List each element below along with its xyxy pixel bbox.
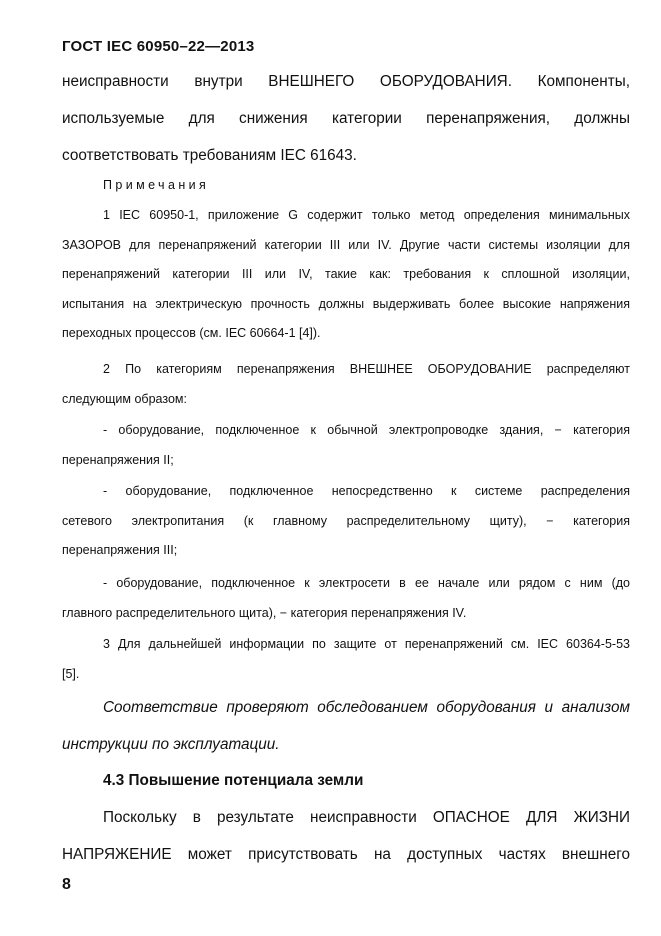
intro-paragraph: [62, 63, 630, 174]
note-1: [62, 201, 630, 349]
text-line: 1 IEC 60950-1, приложение G содержит только метод определения минимальных: [103, 208, 630, 222]
section-title: 4.3 Повышение потенциала земли: [103, 772, 364, 789]
list-item-2: [62, 477, 630, 566]
text-line: следующим образом:: [62, 391, 187, 406]
note-2: [62, 355, 630, 414]
text-line: 3 Для дальнейшей информации по защите от перенапряжений см. IEC 60364-5-53: [103, 637, 630, 651]
text-line: - оборудование, подключенное непосредственно к системе распределения: [103, 484, 630, 498]
document-header: ГОСТ IEC 60950–22—2013: [62, 38, 255, 55]
page-number: 8: [62, 876, 71, 893]
text-line: перенапряжения II;: [62, 452, 174, 467]
text-line: ЗАЗОРОВ для перенапряжений категории III или IV. Другие части системы изоляции для: [62, 237, 630, 252]
text-line: [5].: [62, 666, 80, 681]
text-line: инструкции по эксплуатации.: [62, 736, 280, 753]
text-line: - оборудование, подключенное к обычной электропроводке здания, − категория: [103, 423, 630, 437]
text-line: НАПРЯЖЕНИЕ может присутствовать на доступных частях внешнего: [62, 846, 630, 863]
text-line: Соответствие проверяют обследованием оборудования и анализом: [103, 699, 630, 716]
text-line: Поскольку в результате неисправности ОПАСНОЕ ДЛЯ ЖИЗНИ: [103, 809, 630, 826]
text-line: испытания на электрическую прочность должны выдерживать более высокие напряжения: [62, 296, 630, 311]
text-line: переходных процессов (см. IEC 60664-1 [4]).: [62, 326, 321, 341]
text-line: - оборудование, подключенное к электросети в ее начале или рядом с ним (до: [103, 576, 630, 590]
text-line: главного распределительного щита), − категория перенапряжения IV.: [62, 605, 467, 620]
note-3: [62, 630, 630, 689]
text-line: сетевого электропитания (к главному распределительному щиту), − категория: [62, 513, 630, 528]
section-paragraph: [62, 799, 630, 873]
text-line: 2 По категориям перенапряжения ВНЕШНЕЕ ОБОРУДОВАНИЕ распределяют: [103, 362, 630, 376]
text-line: неисправности внутри ВНЕШНЕГО ОБОРУДОВАНИЯ. Компоненты,: [62, 73, 630, 90]
list-item-3: [62, 569, 630, 628]
text-line: соответствовать требованиям IEC 61643.: [62, 147, 357, 164]
list-item-1: [62, 416, 630, 475]
text-line: используемые для снижения категории перенапряжения, должны: [62, 110, 630, 127]
compliance-paragraph: [62, 689, 630, 763]
text-line: перенапряжений категории III или IV, такие как: требования к сплошной изоляции,: [62, 267, 630, 282]
text-line: перенапряжения III;: [62, 543, 178, 558]
notes-heading: Примечания: [103, 178, 210, 192]
